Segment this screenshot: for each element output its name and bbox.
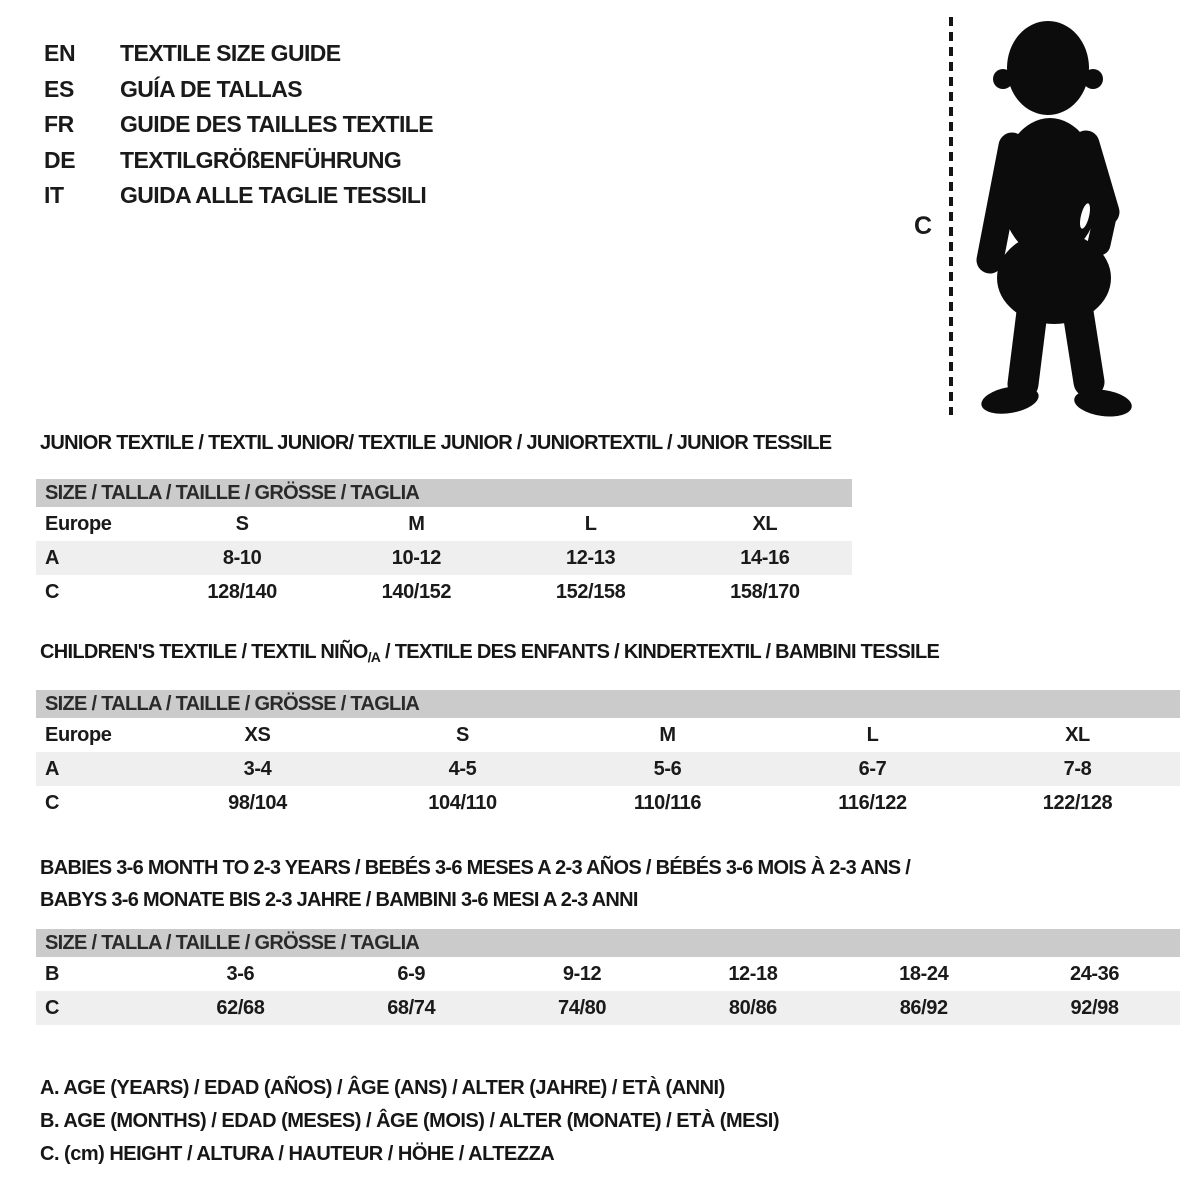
table-row-age-years <box>36 752 1180 786</box>
language-row <box>44 72 433 108</box>
table-row-height-cm <box>36 991 1180 1025</box>
height-cell: 80/86 <box>728 996 777 1019</box>
table-row-europe <box>36 507 852 541</box>
legend-line-c: C. (cm) HEIGHT / ALTURA / HAUTEUR / HÖHE / ALTEZZA <box>40 1143 555 1165</box>
language-title-block <box>44 36 433 214</box>
age-cell: 6-9 <box>397 962 426 985</box>
table-row-age-months <box>36 957 1180 991</box>
junior-size-table <box>36 479 852 609</box>
age-cell: 12-18 <box>728 962 778 985</box>
babies-heading-line1: BABIES 3-6 MONTH TO 2-3 YEARS / BEBÉS 3-6 MESES A 2-3 AÑOS / BÉBÉS 3-6 MOIS À 2-3 ANS / <box>40 857 911 879</box>
language-code: ES <box>44 75 74 102</box>
legend-line-a: A. AGE (YEARS) / EDAD (AÑOS) / ÂGE (ANS) / ALTER (JAHRE) / ETÀ (ANNI) <box>40 1077 725 1099</box>
age-cell: 10-12 <box>391 546 441 569</box>
size-cell: XL <box>752 512 778 535</box>
children-section-heading <box>40 641 939 665</box>
height-cell: 110/116 <box>633 791 702 814</box>
height-cell: 158/170 <box>730 580 800 603</box>
height-measure-label: C <box>914 212 933 240</box>
babies-size-table <box>36 929 1180 1025</box>
language-code: EN <box>44 40 76 67</box>
language-title: TEXTILE SIZE GUIDE <box>120 40 341 67</box>
language-row <box>44 36 433 72</box>
measurement-legend <box>40 1072 779 1171</box>
age-cell: 12-13 <box>566 546 616 569</box>
height-cell: 98/104 <box>228 791 287 814</box>
language-title: TEXTILGRÖßENFÜHRUNG <box>120 146 402 173</box>
size-cell: XL <box>1065 723 1090 746</box>
babies-section-heading <box>40 852 910 916</box>
height-cell: 86/92 <box>899 996 948 1019</box>
age-cell: 5-6 <box>653 757 682 780</box>
table-row-age-years <box>36 541 852 575</box>
row-label: A <box>45 757 60 780</box>
height-cell: 152/158 <box>555 580 626 603</box>
junior-section-heading: JUNIOR TEXTILE / TEXTIL JUNIOR/ TEXTILE JUNIOR / JUNIORTEXTIL / JUNIOR TESSILE <box>40 432 832 454</box>
row-label: C <box>45 996 60 1019</box>
size-table-header: SIZE / TALLA / TAILLE / GRÖSSE / TAGLIA <box>36 929 1180 957</box>
row-label: Europe <box>45 512 112 535</box>
language-row <box>44 107 433 143</box>
size-cell: XS <box>244 723 271 746</box>
height-cell: 128/140 <box>207 580 277 603</box>
age-cell: 7-8 <box>1063 757 1092 780</box>
language-title: GUÍA DE TALLAS <box>120 75 302 102</box>
children-heading-suffix: / TEXTILE DES ENFANTS / KINDERTEXTIL / BAMBINI TESSILE <box>380 641 940 663</box>
language-code: FR <box>44 111 74 138</box>
age-cell: 8-10 <box>222 546 262 569</box>
age-cell: 24-36 <box>1069 962 1120 985</box>
row-label: B <box>45 962 60 985</box>
size-cell: M <box>659 723 676 746</box>
table-row-europe <box>36 718 1180 752</box>
height-cell: 92/98 <box>1070 996 1119 1019</box>
row-label: C <box>45 580 60 603</box>
size-cell: L <box>866 723 879 746</box>
toddler-silhouette-icon <box>966 16 1136 420</box>
height-cell: 104/110 <box>428 791 497 814</box>
language-code: IT <box>44 182 64 209</box>
table-row-height-cm <box>36 786 1180 820</box>
height-cell: 74/80 <box>558 996 607 1019</box>
size-table-header: SIZE / TALLA / TAILLE / GRÖSSE / TAGLIA <box>36 479 852 507</box>
language-row <box>44 178 433 214</box>
age-cell: 6-7 <box>858 757 887 780</box>
children-heading-prefix: CHILDREN'S TEXTILE / TEXTIL NIÑO <box>40 641 368 663</box>
children-size-table <box>36 690 1180 820</box>
age-cell: 14-16 <box>740 546 790 569</box>
babies-heading-line2: BABYS 3-6 MONATE BIS 2-3 JAHRE / BAMBINI 3-6 MESI A 2-3 ANNI <box>40 889 638 911</box>
height-cell: 68/74 <box>387 996 436 1019</box>
size-cell: L <box>584 512 597 535</box>
age-cell: 9-12 <box>562 962 602 985</box>
size-cell: S <box>235 512 249 535</box>
age-cell: 4-5 <box>448 757 477 780</box>
age-cell: 3-4 <box>243 757 272 780</box>
language-title: GUIDE DES TAILLES TEXTILE <box>120 111 433 138</box>
height-cell: 116/122 <box>838 791 907 814</box>
children-heading-subscript: /A <box>367 649 381 665</box>
size-table-header: SIZE / TALLA / TAILLE / GRÖSSE / TAGLIA <box>36 690 1180 718</box>
row-label: A <box>45 546 60 569</box>
age-cell: 18-24 <box>899 962 949 985</box>
age-cell: 3-6 <box>226 962 255 985</box>
language-code: DE <box>44 146 76 173</box>
row-label: C <box>45 791 60 814</box>
size-cell: S <box>456 723 469 746</box>
language-row <box>44 143 433 179</box>
language-title: GUIDA ALLE TAGLIE TESSILI <box>120 182 427 209</box>
legend-line-b: B. AGE (MONTHS) / EDAD (MESES) / ÂGE (MOIS) / ALTER (MONATE) / ETÀ (MESI) <box>40 1110 780 1132</box>
height-cell: 140/152 <box>381 580 452 603</box>
row-label: Europe <box>45 723 112 746</box>
table-row-height-cm <box>36 575 852 609</box>
height-cell: 62/68 <box>216 996 265 1019</box>
height-cell: 122/128 <box>1042 791 1113 814</box>
size-cell: M <box>408 512 425 535</box>
height-measure-dashed-line <box>949 17 953 415</box>
